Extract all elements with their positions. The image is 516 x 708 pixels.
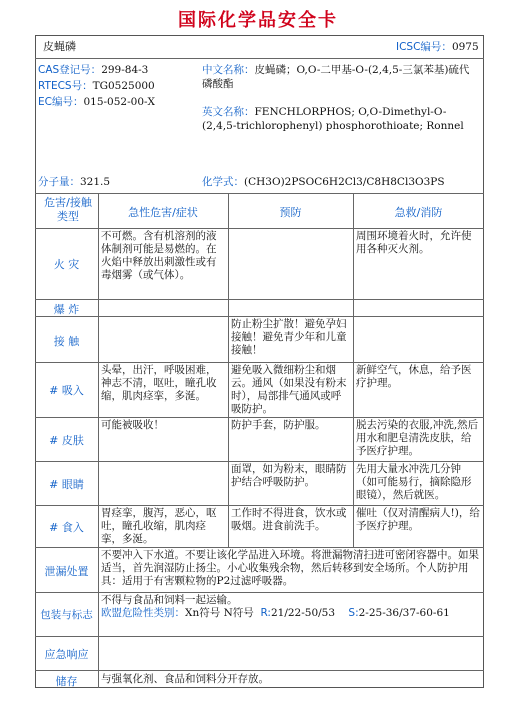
divider: [35, 547, 484, 548]
contact-prevention: 防止粉尘扩散！避免孕妇接触！避免青少年和儿童接触！: [231, 318, 347, 356]
cas-value: 299-84-3: [101, 64, 149, 76]
chemical-formula: [202, 175, 445, 189]
storage-label: 储存: [55, 675, 78, 688]
ingestion-symptoms: 胃痉挛，腹泻，恶心，呕吐，瞳孔收缩，肌肉痉挛，多涎。: [101, 507, 217, 545]
divider: [35, 636, 484, 637]
icsc-label: ICSC编号：: [396, 41, 452, 53]
s-phrase-label: S:: [348, 607, 359, 619]
divider: [35, 417, 484, 418]
chemical-name: 皮蝇磷: [43, 40, 76, 53]
divider: [35, 299, 484, 300]
cas-number: [38, 63, 148, 77]
mw-value: 321.5: [80, 176, 111, 188]
storage-text: 与强氧化剂、食品和饲料分开存放。: [101, 673, 269, 685]
divider: [35, 505, 484, 506]
divider: [98, 193, 99, 688]
row-type-fire: 火 灾: [53, 258, 80, 271]
divider: [353, 193, 354, 547]
row-type-skin: # 皮肤: [49, 434, 84, 447]
divider: [35, 362, 484, 363]
skin-aid: 脱去污染的衣服,冲洗,然后用水和肥皂清洗皮肤，给予医疗护理。: [356, 419, 479, 457]
ec-number: [38, 95, 155, 109]
cn-name-value: 皮蝇磷；O,O-二甲基-O-(2,4,5-三氯苯基)硫代磷酸酯: [202, 64, 470, 90]
ec-value: 015-052-00-X: [83, 96, 156, 108]
divider: [35, 670, 484, 671]
spill-text: 不要冲入下水道。不要让该化学品进入环境。将泄漏物清扫进可密闭容器中。如果适当，首先润湿防止扬尘。小心收集残余物，然后转移到安全场所。个人防护用具：适用于有害颗粒物的P2过滤呼吸器。: [101, 549, 479, 587]
icsc-number: [396, 40, 479, 54]
skin-symptoms: 可能被吸收！: [101, 419, 164, 431]
header-symptoms: 急性危害/症状: [128, 206, 198, 219]
icsc-value: 0975: [451, 41, 479, 53]
skin-prevention: 防护手套，防护服。: [231, 419, 326, 431]
row-type-contact: 接 触: [53, 335, 80, 348]
ingestion-aid: 催吐（仅对清醒病人!)，给予医疗护理。: [356, 507, 480, 532]
mw-label: 分子量：: [38, 176, 80, 188]
r-phrase-value: 21/22-50/53: [270, 607, 336, 619]
cas-label: CAS登记号：: [38, 64, 102, 76]
eu-class-value: Xn符号 N符号: [185, 607, 254, 619]
chinese-name: [202, 63, 478, 91]
formula-value: (CH3O)2PSOC6H2Cl3/C8H8Cl3O3PS: [244, 176, 445, 188]
divider: [35, 461, 484, 462]
en-name-value: FENCHLORPHOS; O,O-Dimethyl-O-(2,4,5-trichlorophenyl) phosphorothioate; Ronnel: [202, 106, 464, 132]
header-first-aid: 急救/消防: [394, 206, 443, 219]
fire-aid: 周围环境着火时，允许使用各种灭火剂。: [356, 230, 472, 255]
molecular-weight: [38, 175, 110, 189]
package-line1: 不得与食品和饲料一起运输。: [101, 594, 238, 606]
inhalation-aid: 新鲜空气，休息，给予医疗护理。: [356, 364, 472, 389]
spill-label: 泄漏处置: [44, 565, 89, 578]
divider: [35, 316, 484, 317]
divider: [35, 592, 484, 593]
inhalation-symptoms: 头晕，出汗，呼吸困难，神志不清，呕吐，瞳孔收缩，肌肉痉挛，多涎。: [101, 364, 217, 402]
eyes-aid: 先用大量水冲洗几分钟（如可能易行，摘除隐形眼镜），然后就医。: [356, 463, 472, 501]
card-title: 国际化学品安全卡: [178, 10, 338, 31]
row-type-ingestion: # 食入: [49, 521, 84, 534]
eyes-prevention: 面罩，如为粉末，眼睛防护结合呼吸防护。: [231, 463, 347, 488]
s-phrase-value: 2-25-36/37-60-61: [358, 607, 450, 619]
rtecs-value: TG0525000: [92, 80, 155, 92]
header-hazard-type: 危害/接触类型: [44, 196, 92, 223]
ingestion-prevention: 工作时不得进食，饮水或吸烟。进食前洗手。: [231, 507, 347, 532]
package-classification: [101, 607, 479, 620]
en-name-label: 英文名称：: [202, 106, 255, 118]
divider: [35, 58, 484, 59]
package-label: 包装与标志: [40, 609, 93, 621]
divider: [35, 228, 484, 229]
rtecs-number: [38, 79, 155, 93]
rtecs-label: RTECS号：: [38, 80, 93, 92]
cn-name-label: 中文名称：: [202, 64, 255, 76]
divider: [228, 193, 229, 547]
emergency-label: 应急响应: [44, 648, 89, 661]
inhalation-prevention: 避免吸入微细粉尘和烟云。通风（如果没有粉末时），局部排气通风或呼吸防护。: [231, 364, 347, 415]
fire-symptoms: 不可燃。含有机溶剂的液体制剂可能是易燃的。在火焰中释放出刺激性或有毒烟雾（或气体）。: [101, 230, 217, 281]
ec-label: EC编号：: [38, 96, 84, 108]
header-prevention: 预防: [279, 206, 302, 219]
eu-class-label: 欧盟危险性类别：: [101, 607, 185, 619]
r-phrase-label: R:: [260, 607, 271, 619]
row-type-eyes: # 眼睛: [49, 478, 84, 491]
row-type-inhalation: # 吸入: [49, 384, 84, 397]
divider: [35, 193, 484, 194]
row-type-explosion: 爆 炸: [53, 303, 80, 316]
english-name: [202, 105, 478, 133]
formula-label: 化学式：: [202, 176, 244, 188]
